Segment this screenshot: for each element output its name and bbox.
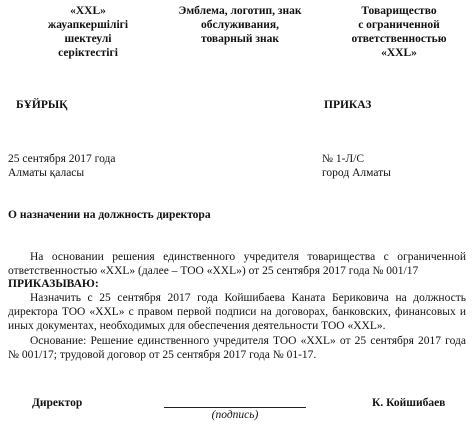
date-block xyxy=(8,152,116,180)
body-paragraph-basis xyxy=(8,250,466,278)
doc-type-ru: ПРИКАЗ xyxy=(324,99,372,111)
header-center-line: товарный знак xyxy=(200,33,280,45)
header-right-block xyxy=(336,4,462,60)
order-city-ru: город Алматы xyxy=(322,167,391,179)
header-left-line: жауапкершілігі xyxy=(47,19,129,31)
header-right-line: с ограниченной xyxy=(358,19,440,31)
appoint-text: Назначить с 25 сентября 2017 года Койшибаева Каната Бериковича на должность директора ТОО «XXL» с правом первой подписи на договорах, банковских, финансовых и иных документах, необходимых для обеспечения деятельности ТОО «XXL». xyxy=(8,292,466,332)
grounds-text: Основание: Решение единственного учредителя ТОО «XXL» от 25 сентября 2017 года № 001/17; трудовой договор от 25 сентября 2017 года № 01-17. xyxy=(8,335,466,361)
header-left-line: шектеулі xyxy=(64,33,112,45)
order-city-kz: Алматы қаласы xyxy=(8,167,85,179)
header-center-line: Эмблема, логотип, знак xyxy=(178,5,302,17)
header-left-line: «XXL» xyxy=(70,5,106,17)
header-right-line: ответственностью xyxy=(351,33,447,45)
header-center-line: обслуживания, xyxy=(201,19,279,31)
header-left-line: серіктестігі xyxy=(58,47,118,59)
doc-type-kz: БҰЙРЫҚ xyxy=(16,99,68,111)
order-title: О назначении на должность директора xyxy=(8,209,211,221)
signature-role: Директор xyxy=(32,397,83,409)
number-block xyxy=(322,152,391,180)
signature-name: К. Койшибаев xyxy=(372,397,446,409)
header-left-block xyxy=(28,4,148,60)
signature-caption: (подпись) xyxy=(211,409,259,421)
header-right-line: «XXL» xyxy=(381,47,417,59)
basis-text: На основании решения единственного учредителя товарищества с ограниченной ответственностью «XXL» (далее – ТОО «XXL») от 25 сентября 2017 года № 001/17 xyxy=(8,251,466,277)
header-right-line: Товарищество xyxy=(361,5,437,17)
header-center-block xyxy=(172,4,308,46)
order-word: ПРИКАЗЫВАЮ: xyxy=(8,278,99,290)
body-paragraph-grounds xyxy=(8,334,466,362)
order-number: № 1-Л/С xyxy=(322,153,365,165)
body-paragraph-appoint xyxy=(8,291,466,333)
order-date: 25 сентября 2017 года xyxy=(8,153,116,165)
